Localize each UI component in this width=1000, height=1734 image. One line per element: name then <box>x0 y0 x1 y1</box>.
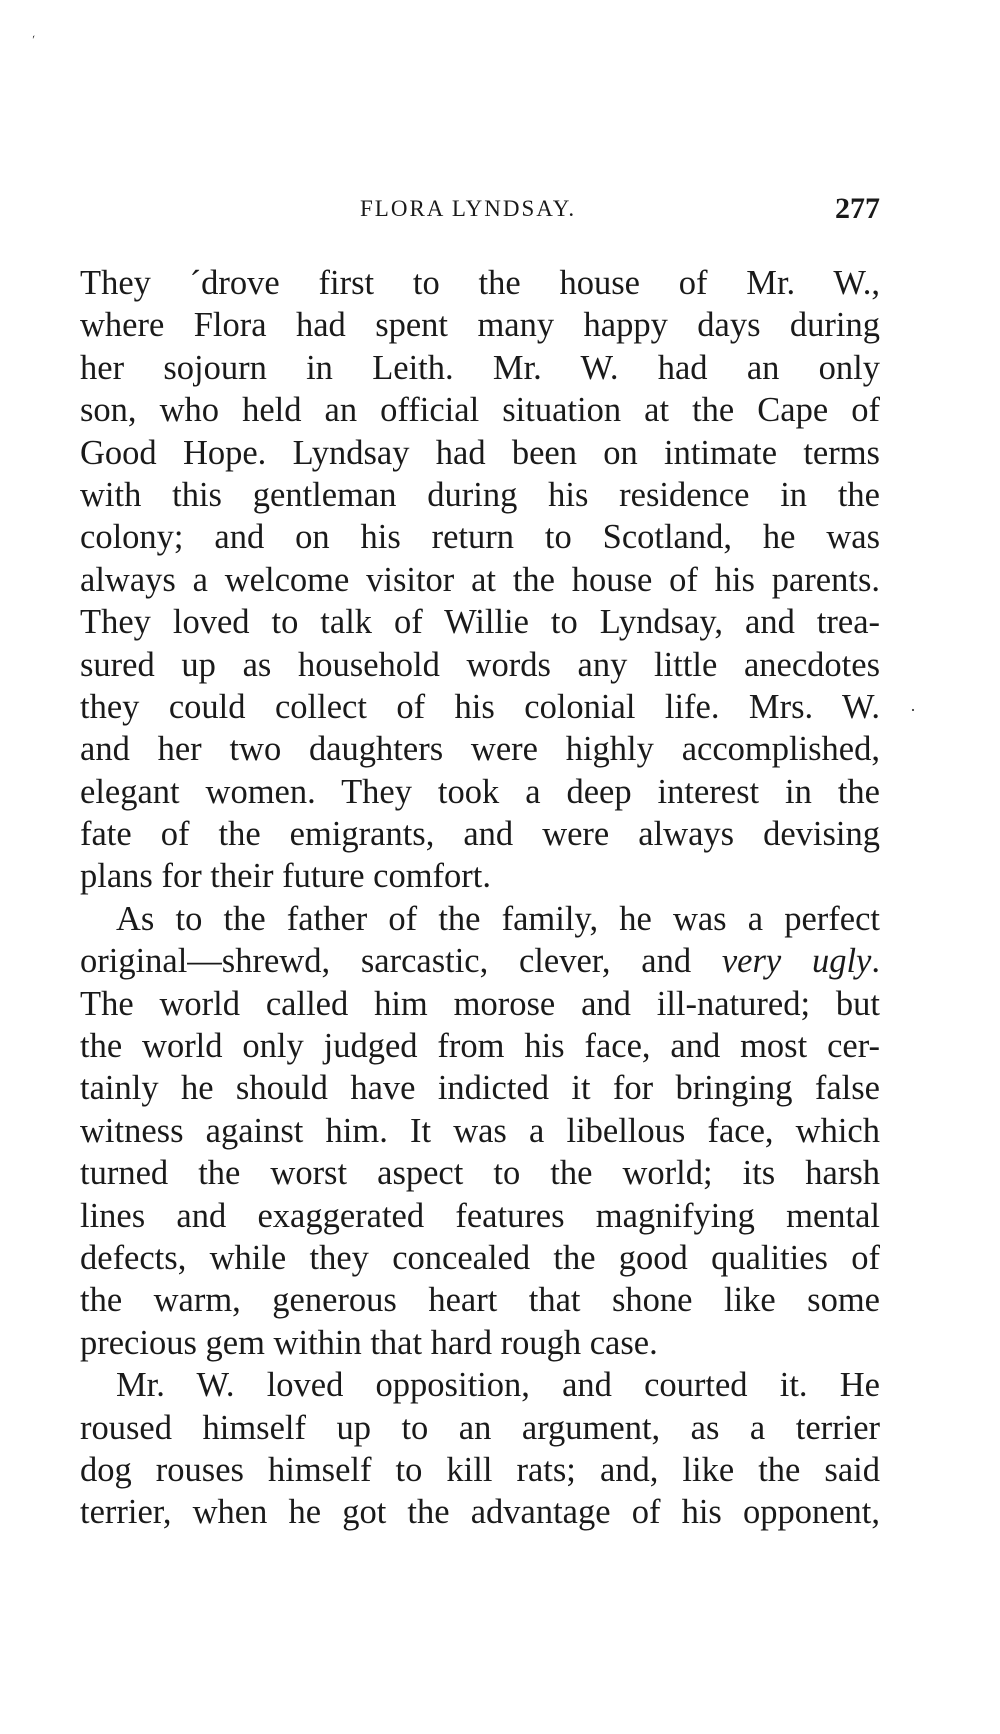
text-line: Mr. W. loved opposition, and courted it. He <box>116 1366 880 1405</box>
text-line: the warm, generous heart that shone like some <box>80 1281 880 1320</box>
page-header <box>80 192 880 232</box>
text-line: where Flora had spent many happy days during <box>80 306 880 345</box>
text-line: roused himself up to an argument, as a terrier <box>80 1408 880 1447</box>
text-line: dog rouses himself to kill rats; and, like the said <box>80 1450 880 1489</box>
text-line: plans for their future comfort. <box>80 857 491 896</box>
text-line: Good Hope. Lyndsay had been on intimate terms <box>80 433 880 472</box>
text-line: and her two daughters were highly accomplished, <box>80 730 880 769</box>
running-title: FLORA LYNDSAY. <box>360 196 577 221</box>
page-number: 277 <box>835 192 880 225</box>
text-line: The world called him morose and ill-natured; but <box>80 984 880 1023</box>
text-line: terrier, when he got the advantage of his opponent, <box>80 1493 880 1532</box>
text-line-with-italic: original—shrewd, sarcastic, clever, and very ugly. <box>80 942 880 981</box>
stray-ink-mark: ˊ <box>30 33 42 50</box>
text-line: her sojourn in Leith. Mr. W. had an only <box>80 348 880 387</box>
text-line: sured up as household words any little anecdotes <box>80 645 880 684</box>
text-line: turned the worst aspect to the world; its harsh <box>80 1154 880 1193</box>
text-line: As to the father of the family, he was a perfect <box>116 899 880 938</box>
text-line: They loved to talk of Willie to Lyndsay, and trea- <box>80 603 880 642</box>
text-line: They ´drove first to the house of Mr. W., <box>80 264 880 302</box>
text-line: always a welcome visitor at the house of his parents. <box>80 560 880 599</box>
text-line: son, who held an official situation at the Cape of <box>80 391 880 430</box>
text-line: the world only judged from his face, and most cer- <box>80 1027 880 1066</box>
text-line: fate of the emigrants, and were always devising <box>80 815 880 854</box>
italic-emphasis: very ugly <box>721 942 872 981</box>
text-line: lines and exaggerated features magnifying mental <box>80 1196 880 1235</box>
body-text <box>80 262 880 1534</box>
text-line: elegant women. They took a deep interest in the <box>80 772 880 811</box>
text-line: defects, while they concealed the good qualities of <box>80 1238 880 1277</box>
stray-dot-mark: · <box>910 700 916 720</box>
text-line: colony; and on his return to Scotland, he was <box>80 518 880 557</box>
text-line: tainly he should have indicted it for bringing false <box>80 1069 880 1108</box>
text-line: with this gentleman during his residence in the <box>80 475 880 514</box>
text-line: precious gem within that hard rough case. <box>80 1323 658 1362</box>
text-line: witness against him. It was a libellous face, which <box>80 1111 880 1150</box>
text-line: they could collect of his colonial life. Mrs. W. <box>80 687 880 726</box>
